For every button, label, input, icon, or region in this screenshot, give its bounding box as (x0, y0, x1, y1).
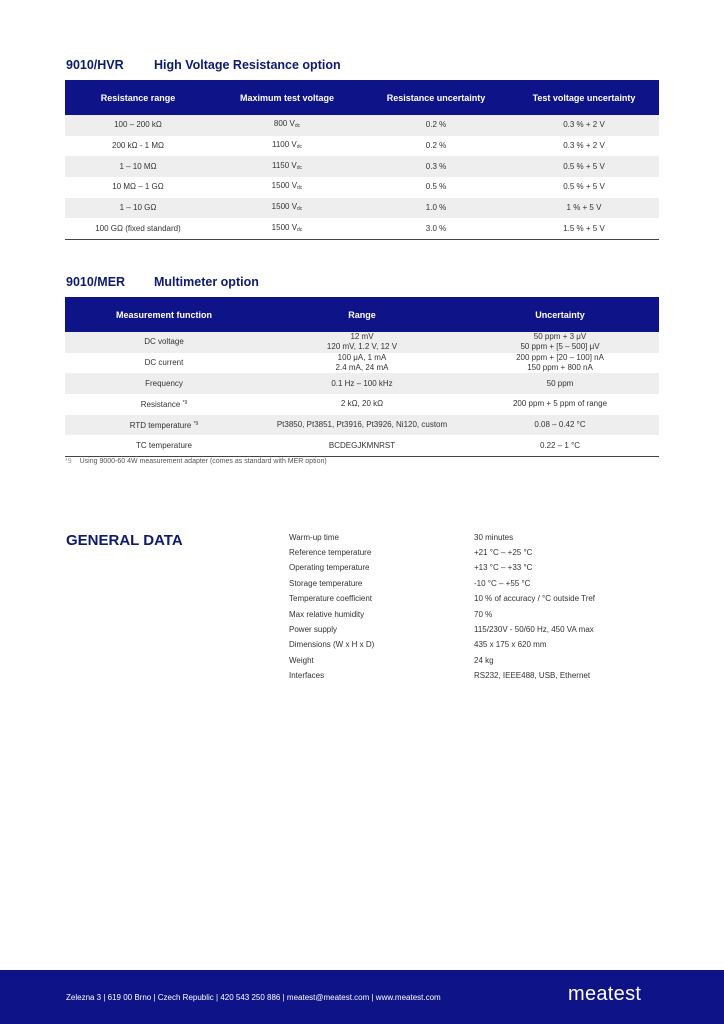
mer-range-cell: 100 μA, 1 mA 2.4 mA, 24 mA (335, 353, 389, 373)
mer-unc-cell: 50 ppm + 3 μV 50 ppm + [5 – 500] μV (461, 332, 659, 353)
mer-header-row (65, 297, 659, 332)
hvr-header-test-voltage-uncertainty: Test voltage uncertainty (509, 80, 659, 115)
mer-title: Multimeter option (154, 275, 259, 289)
hvr-range-cell: 1 – 10 GΩ (65, 198, 211, 219)
general-data-value: 435 x 175 x 620 mm (474, 640, 547, 649)
general-data-label: Storage temperature (289, 579, 363, 588)
footer-address: Zelezna 3 | 619 00 Brno | Czech Republic | 420 543 250 886 | meatest@meatest.com | www.meatest.com (66, 993, 441, 1002)
mer-function-cell: TC temperature (65, 435, 263, 456)
general-data-value: 70 % (474, 610, 493, 619)
mer-function-cell: Resistance $^{*9}$ (140, 400, 188, 410)
hvr-r-unc-cell: 0.3 % (363, 156, 509, 177)
general-data-value: 10 % of accuracy / °C outside Tref (474, 594, 596, 603)
general-data-label: Temperature coefficient (289, 594, 373, 603)
mer-unc-cell: 200 ppm + 5 ppm of range (512, 399, 608, 409)
mer-range-cell: 0.1 Hz – 100 kHz (263, 373, 461, 394)
hvr-voltage-cell: 1150 $V_{dc}$ (211, 156, 363, 177)
hvr-r-unc-cell: 0.2 % (363, 115, 509, 136)
hvr-voltage-cell: 800 $V_{dc}$ (211, 115, 363, 136)
hvr-range-cell: 10 MΩ – 1 GΩ (112, 182, 164, 192)
mer-table (65, 297, 659, 457)
hvr-voltage-cell: 1500 $V_{dc}$ (211, 198, 363, 219)
general-data-value: +21 °C – +25 °C (474, 548, 533, 557)
hvr-range-cell: 200 kΩ - 1 MΩ (112, 141, 164, 151)
hvr-range-cell: 100 GΩ (fixed standard) (65, 218, 211, 239)
mer-range-cell: Pt3850, Pt3851, Pt3916, Pt3926, Ni120, custom (263, 415, 461, 436)
hvr-voltage-cell: 1100 $V_{dc}$ (271, 140, 303, 151)
general-data-label: Dimensions (W x H x D) (289, 640, 375, 649)
hvr-code: 9010/HVR (66, 58, 124, 72)
mer-function-cell: DC current (144, 358, 184, 368)
mer-code: 9010/MER (66, 275, 126, 289)
hvr-section-title (66, 58, 341, 72)
hvr-v-unc-cell: 0.3 % + 2 V (563, 141, 605, 151)
mer-function-cell: RTD temperature $^{*9}$ (65, 415, 263, 436)
mer-unc-cell: 50 ppm (461, 373, 659, 394)
general-data-title: GENERAL DATA (66, 532, 183, 549)
table-row (65, 177, 659, 198)
mer-unc-cell: 0.22 – 1 °C (461, 435, 659, 456)
table-row (65, 198, 659, 219)
hvr-title: High Voltage Resistance option (154, 58, 341, 72)
mer-header-range: Range (263, 297, 461, 332)
table-row (65, 415, 659, 436)
table-row (65, 373, 659, 394)
hvr-header-resistance-range: Resistance range (65, 80, 211, 115)
general-data-value: +13 °C – +33 °C (474, 563, 533, 572)
hvr-r-unc-cell: 0.5 % (425, 182, 447, 192)
general-data-value: 30 minutes (474, 533, 514, 542)
general-data-label: Reference temperature (289, 548, 372, 557)
hvr-header-row (65, 80, 659, 115)
general-data-label: Warm-up time (289, 533, 339, 542)
general-data-label: Power supply (289, 625, 338, 634)
general-data-value: 24 kg (474, 656, 494, 665)
general-data-label: Max relative humidity (289, 610, 365, 619)
mer-range-cell: 12 mV 120 mV, 1.2 V, 12 V (263, 332, 461, 353)
table-row (65, 136, 659, 157)
mer-unc-cell: 200 ppm + [20 – 100] nA 150 ppm + 800 nA (516, 353, 604, 373)
page-footer (0, 970, 724, 1024)
footnote-mark: *9 (65, 458, 72, 465)
table-row (65, 218, 659, 239)
general-data-value: 115/230V - 50/60 Hz, 450 VA max (474, 625, 594, 634)
general-data-label: Weight (289, 656, 314, 665)
general-data-value: RS232, IEEE488, USB, Ethernet (474, 671, 591, 680)
hvr-header-resistance-uncertainty: Resistance uncertainty (363, 80, 509, 115)
meatest-logo: meatest (568, 983, 642, 1005)
hvr-r-unc-cell: 3.0 % (363, 218, 509, 239)
mer-header-function: Measurement function (65, 297, 263, 332)
hvr-voltage-cell: 1500 $V_{dc}$ (271, 181, 303, 192)
table-row (65, 353, 659, 374)
table-row (65, 332, 659, 353)
hvr-v-unc-cell: 1.5 % + 5 V (509, 218, 659, 239)
hvr-r-unc-cell: 1.0 % (363, 198, 509, 219)
hvr-v-unc-cell: 0.5 % + 5 V (509, 156, 659, 177)
mer-range-cell: BCDEGJKMNRST (263, 435, 461, 456)
table-row (65, 156, 659, 177)
hvr-range-cell: 100 – 200 kΩ (65, 115, 211, 136)
hvr-r-unc-cell: 0.2 % (425, 141, 447, 151)
general-data-label: Operating temperature (289, 563, 370, 572)
hvr-range-cell: 1 – 10 MΩ (65, 156, 211, 177)
general-data-value: -10 °C – +55 °C (474, 579, 531, 588)
hvr-v-unc-cell: 1 % + 5 V (509, 198, 659, 219)
mer-section-title (66, 275, 259, 289)
footnote-text: Using 9000-60 4W measurement adapter (comes as standard with MER option) (79, 458, 327, 465)
mer-function-cell: DC voltage (65, 332, 263, 353)
hvr-header-max-test-voltage: Maximum test voltage (211, 80, 363, 115)
mer-unc-cell: 0.08 – 0.42 °C (461, 415, 659, 436)
general-data-label: Interfaces (289, 671, 325, 680)
mer-footnote (65, 458, 327, 465)
hvr-voltage-cell: 1500 $V_{dc}$ (211, 218, 363, 239)
hvr-v-unc-cell: 0.3 % + 2 V (509, 115, 659, 136)
table-row (65, 394, 659, 415)
table-row (65, 435, 659, 456)
mer-range-cell: 2 kΩ, 20 kΩ (340, 399, 384, 409)
hvr-v-unc-cell: 0.5 % + 5 V (563, 182, 605, 192)
table-row (65, 115, 659, 136)
mer-function-cell: Frequency (65, 373, 263, 394)
hvr-table (65, 80, 659, 240)
mer-header-uncertainty: Uncertainty (461, 297, 659, 332)
